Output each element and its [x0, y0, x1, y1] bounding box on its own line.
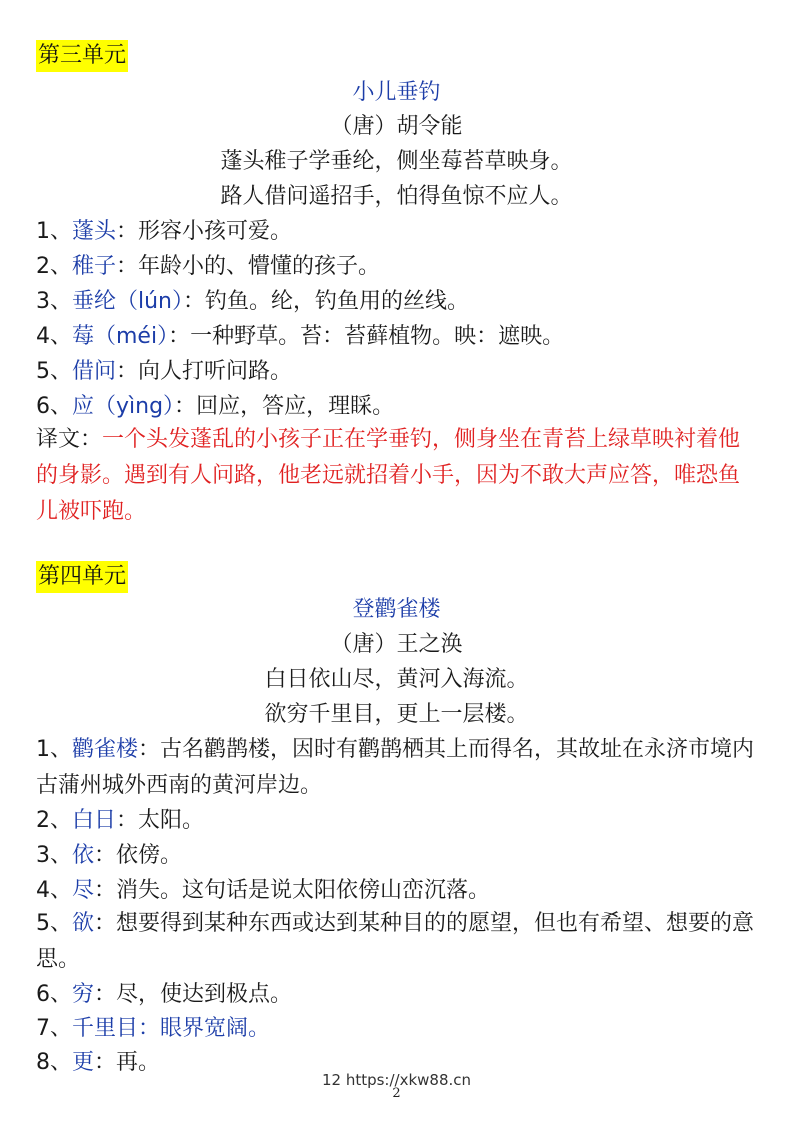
note-number: 1、 [36, 737, 72, 762]
note-separator: ： [116, 254, 139, 279]
note-number: 8、 [36, 1050, 72, 1075]
poem-title: 登鹳雀楼 [352, 597, 441, 622]
note-separator: ： [94, 843, 117, 868]
note-number: 1、 [36, 219, 72, 244]
poem-line: 欲穷千里目，更上一层楼。 [264, 702, 529, 727]
poem-author: （唐）王之涣 [330, 632, 463, 657]
note-definition: 钓鱼。纶，钓鱼用的丝线。 [205, 289, 470, 314]
note-number: 4、 [36, 878, 72, 903]
note-number: 6、 [36, 394, 72, 419]
note-number: 3、 [36, 843, 72, 868]
note-definition: 尽，使达到极点。 [116, 982, 293, 1007]
note-item [36, 357, 761, 387]
note-number: 7、 [36, 1016, 72, 1041]
note-item [36, 1014, 761, 1044]
note-item [36, 252, 761, 282]
note-item [36, 806, 761, 836]
note-item [36, 732, 761, 804]
note-separator: ： [168, 324, 191, 349]
note-separator: ： [94, 1050, 117, 1075]
note-term: 应（yìng） [72, 394, 175, 419]
note-term: 依 [72, 843, 95, 868]
note-number: 5、 [36, 911, 72, 936]
note-definition: 眼界宽阔。 [160, 1016, 271, 1041]
note-definition: 形容小孩可爱。 [138, 219, 293, 244]
note-item [36, 876, 761, 906]
note-separator: ： [138, 737, 161, 762]
translation-paragraph [36, 422, 761, 530]
note-separator: ： [94, 911, 117, 936]
note-term: 稚子 [72, 254, 117, 279]
note-term: 千里目 [72, 1016, 139, 1041]
note-separator: ： [174, 394, 197, 419]
note-definition: 依傍。 [116, 843, 183, 868]
unit-title-3: 第三单元 [36, 40, 128, 72]
translation-text: 一个头发蓬乱的小孩子正在学垂钓，侧身坐在青苔上绿草映衬着他的身影。遇到有人问路，他老远就招着小手，因为不敢大声应答，唯恐鱼儿被吓跑。 [36, 427, 741, 524]
note-number: 2、 [36, 808, 72, 833]
note-item [36, 980, 761, 1010]
note-definition: 消失。这句话是说太阳依傍山峦沉落。 [116, 878, 491, 903]
unit-title-4: 第四单元 [36, 561, 128, 593]
note-definition: 再。 [116, 1050, 161, 1075]
note-definition: 太阳。 [138, 808, 205, 833]
note-item [36, 287, 761, 317]
note-definition: 古名鹳鹊楼，因时有鹳鹊栖其上而得名，其故址在永济市境内古蒲州城外西南的黄河岸边。 [36, 737, 755, 798]
note-item [36, 217, 761, 247]
note-definition: 向人打听问路。 [138, 359, 293, 384]
note-separator: ： [116, 219, 139, 244]
note-number: 6、 [36, 982, 72, 1007]
note-definition: 一种野草。苔：苔藓植物。映：遮映。 [190, 324, 565, 349]
page-number: 2 [392, 1086, 401, 1101]
note-number: 5、 [36, 359, 72, 384]
note-definition: 回应，答应，理睬。 [196, 394, 395, 419]
note-item [36, 322, 761, 352]
note-term: 更 [72, 1050, 95, 1075]
note-item [36, 392, 761, 422]
poem-title: 小儿垂钓 [352, 80, 441, 105]
poem-line: 路人借问遥招手，怕得鱼惊不应人。 [220, 184, 573, 209]
poem-line: 白日依山尽，黄河入海流。 [264, 667, 529, 692]
note-term: 穷 [72, 982, 95, 1007]
poem-author: （唐）胡令能 [330, 114, 463, 139]
note-number: 3、 [36, 289, 72, 314]
note-definition: 想要得到某种东西或达到某种目的的愿望，但也有希望、想要的意思。 [36, 911, 755, 972]
note-term: 鹳雀楼 [72, 737, 139, 762]
note-term: 白日 [72, 808, 117, 833]
poem-line: 蓬头稚子学垂纶，侧坐莓苔草映身。 [220, 149, 573, 174]
note-term: 欲 [72, 911, 95, 936]
note-separator: ： [116, 808, 139, 833]
note-term: 蓬头 [72, 219, 117, 244]
note-item [36, 841, 761, 871]
note-item [36, 906, 761, 978]
note-definition: 年龄小的、懵懂的孩子。 [138, 254, 381, 279]
note-separator: ： [94, 982, 117, 1007]
translation-label: 译文： [36, 427, 103, 452]
footer-watermark: 12 https://xkw88.cn [321, 1071, 472, 1089]
note-separator: ： [94, 878, 117, 903]
note-separator: ： [138, 1016, 161, 1041]
note-number: 4、 [36, 324, 72, 349]
note-separator: ： [116, 359, 139, 384]
note-separator: ： [183, 289, 206, 314]
note-term: 垂纶（lún） [72, 289, 183, 314]
note-term: 莓（méi） [72, 324, 169, 349]
note-term: 借问 [72, 359, 117, 384]
note-term: 尽 [72, 878, 95, 903]
note-number: 2、 [36, 254, 72, 279]
